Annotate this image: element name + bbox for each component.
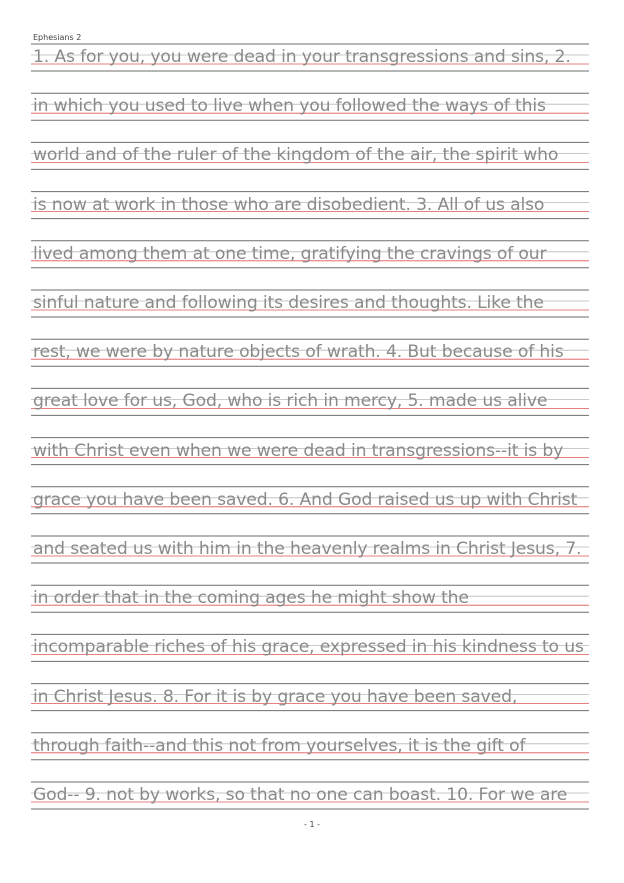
page-title: Ephesians 2 [33, 33, 82, 42]
trace-text-line: 1. As for you, you were dead in your transgressions and sins, 2. [33, 47, 571, 67]
trace-text-line: through faith--and this not from yourselves, it is the gift of [33, 735, 526, 756]
trace-text-line: in Christ Jesus. 8. For it is by grace you have been saved, [33, 686, 518, 707]
trace-text-line: rest, we were by nature objects of wrath. 4. But because of his [33, 342, 564, 363]
trace-text-line: in order that in the coming ages he might show the [33, 588, 469, 609]
trace-text-line: and seated us with him in the heavenly realms in Christ Jesus, 7. [33, 539, 582, 559]
trace-text-line: sinful nature and following its desires and thoughts. Like the [33, 293, 544, 313]
page-number: - 1 - [304, 820, 320, 829]
trace-text-line: world and of the ruler of the kingdom of the air, the spirit who [33, 145, 559, 166]
trace-text-line: grace you have been saved. 6. And God raised us up with Christ [33, 489, 578, 510]
trace-text-line: lived among them at one time, gratifying the cravings of our [33, 243, 547, 264]
trace-text-line: is now at work in those who are disobedient. 3. All of us also [33, 194, 545, 215]
trace-text-line: incomparable riches of his grace, expressed in his kindness to us [33, 637, 584, 658]
trace-text-line: God-- 9. not by works, so that no one can boast. 10. For we are [33, 785, 568, 805]
trace-text-line: in which you used to live when you followed the ways of this [33, 96, 546, 117]
trace-text-line: with Christ even when we were dead in transgressions--it is by [33, 440, 564, 461]
trace-text-line: great love for us, God, who is rich in mercy, 5. made us alive [33, 391, 548, 412]
